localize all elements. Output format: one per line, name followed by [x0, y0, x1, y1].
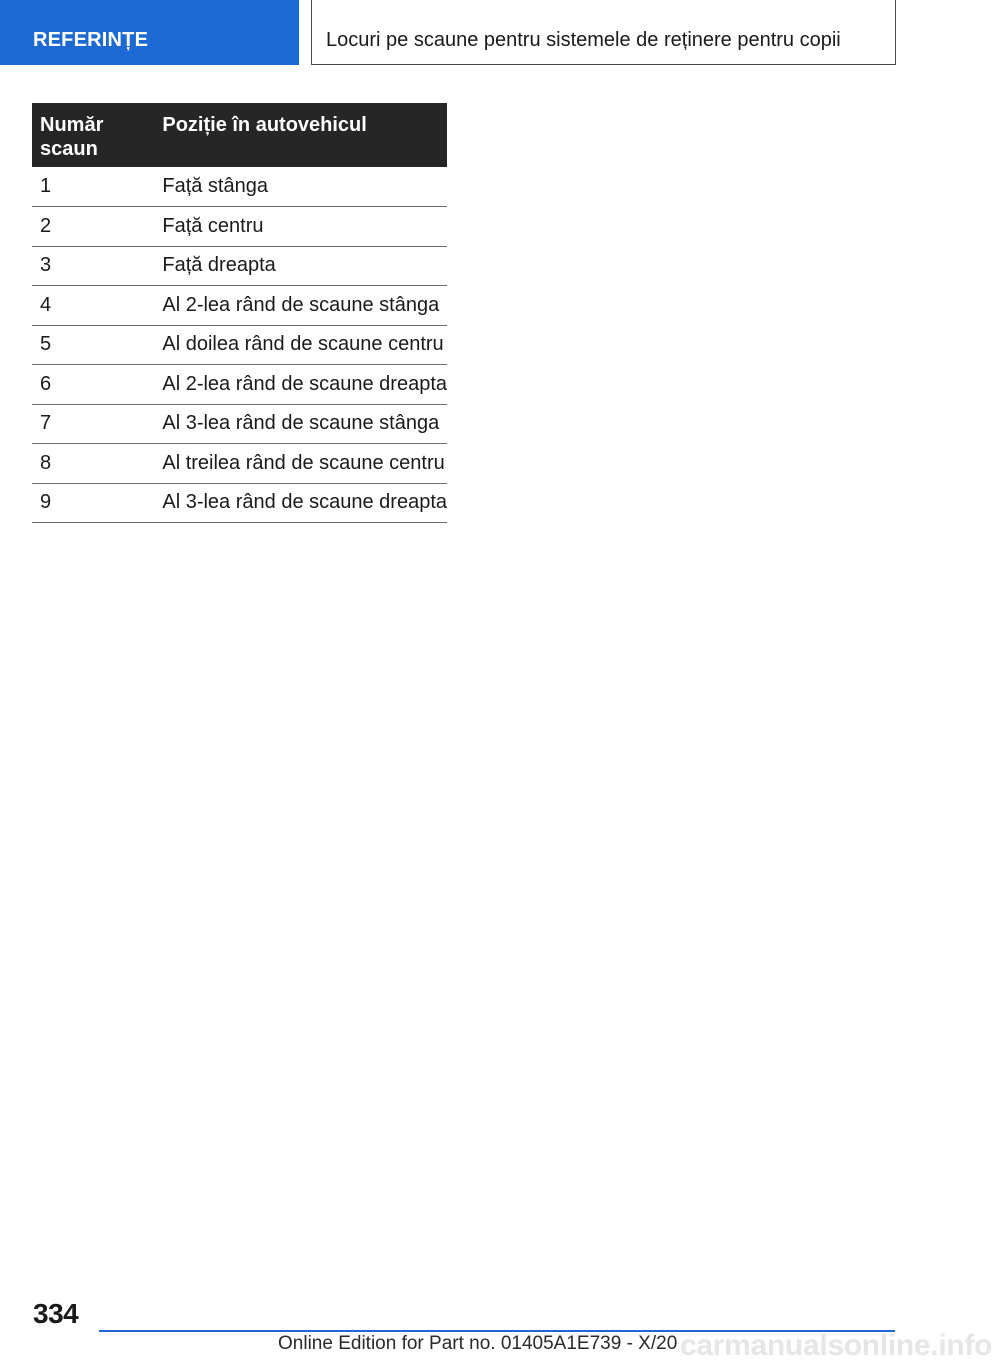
table-row [32, 246, 447, 286]
seat-number-cell: 7 [32, 404, 154, 444]
seat-number-cell: 2 [32, 207, 154, 247]
seat-position-cell: Al 3-lea rând de scaune dreapta [154, 483, 447, 523]
table-row [32, 483, 447, 523]
column-header-position: Poziție în autovehicul [154, 103, 447, 167]
seat-position-cell: Al 2-lea rând de scaune dreapta [154, 365, 447, 405]
seat-number-cell: 5 [32, 325, 154, 365]
table-row [32, 404, 447, 444]
seat-positions-table [32, 103, 447, 523]
column-header-seat-number: Număr scaun [32, 103, 154, 167]
watermark-text: carmanualsonline.info [680, 1329, 992, 1362]
seat-position-cell: Al doilea rând de scaune centru [154, 325, 447, 365]
seat-position-cell: Al 3-lea rând de scaune stânga [154, 404, 447, 444]
seat-position-cell: Al 2-lea rând de scaune stânga [154, 286, 447, 326]
seat-position-cell: Față centru [154, 207, 447, 247]
table-row [32, 286, 447, 326]
table-row [32, 167, 447, 207]
edition-footer: Online Edition for Part no. 01405A1E739 - X/20 [278, 1333, 678, 1354]
seat-number-cell: 3 [32, 246, 154, 286]
chapter-title: Locuri pe scaune pentru sistemele de reținere pentru copii [311, 0, 896, 65]
seat-number-cell: 8 [32, 444, 154, 484]
seat-number-cell: 1 [32, 167, 154, 207]
seat-position-cell: Față dreapta [154, 246, 447, 286]
seat-number-cell: 6 [32, 365, 154, 405]
table-row [32, 365, 447, 405]
seat-number-cell: 4 [32, 286, 154, 326]
seat-position-cell: Al treilea rând de scaune centru [154, 444, 447, 484]
table-row [32, 325, 447, 365]
table-row [32, 207, 447, 247]
section-tab: REFERINȚE [0, 0, 299, 65]
seat-number-cell: 9 [32, 483, 154, 523]
table-row [32, 444, 447, 484]
table-header-row [32, 103, 447, 167]
page-number: 334 [33, 1298, 79, 1329]
seat-position-cell: Față stânga [154, 167, 447, 207]
